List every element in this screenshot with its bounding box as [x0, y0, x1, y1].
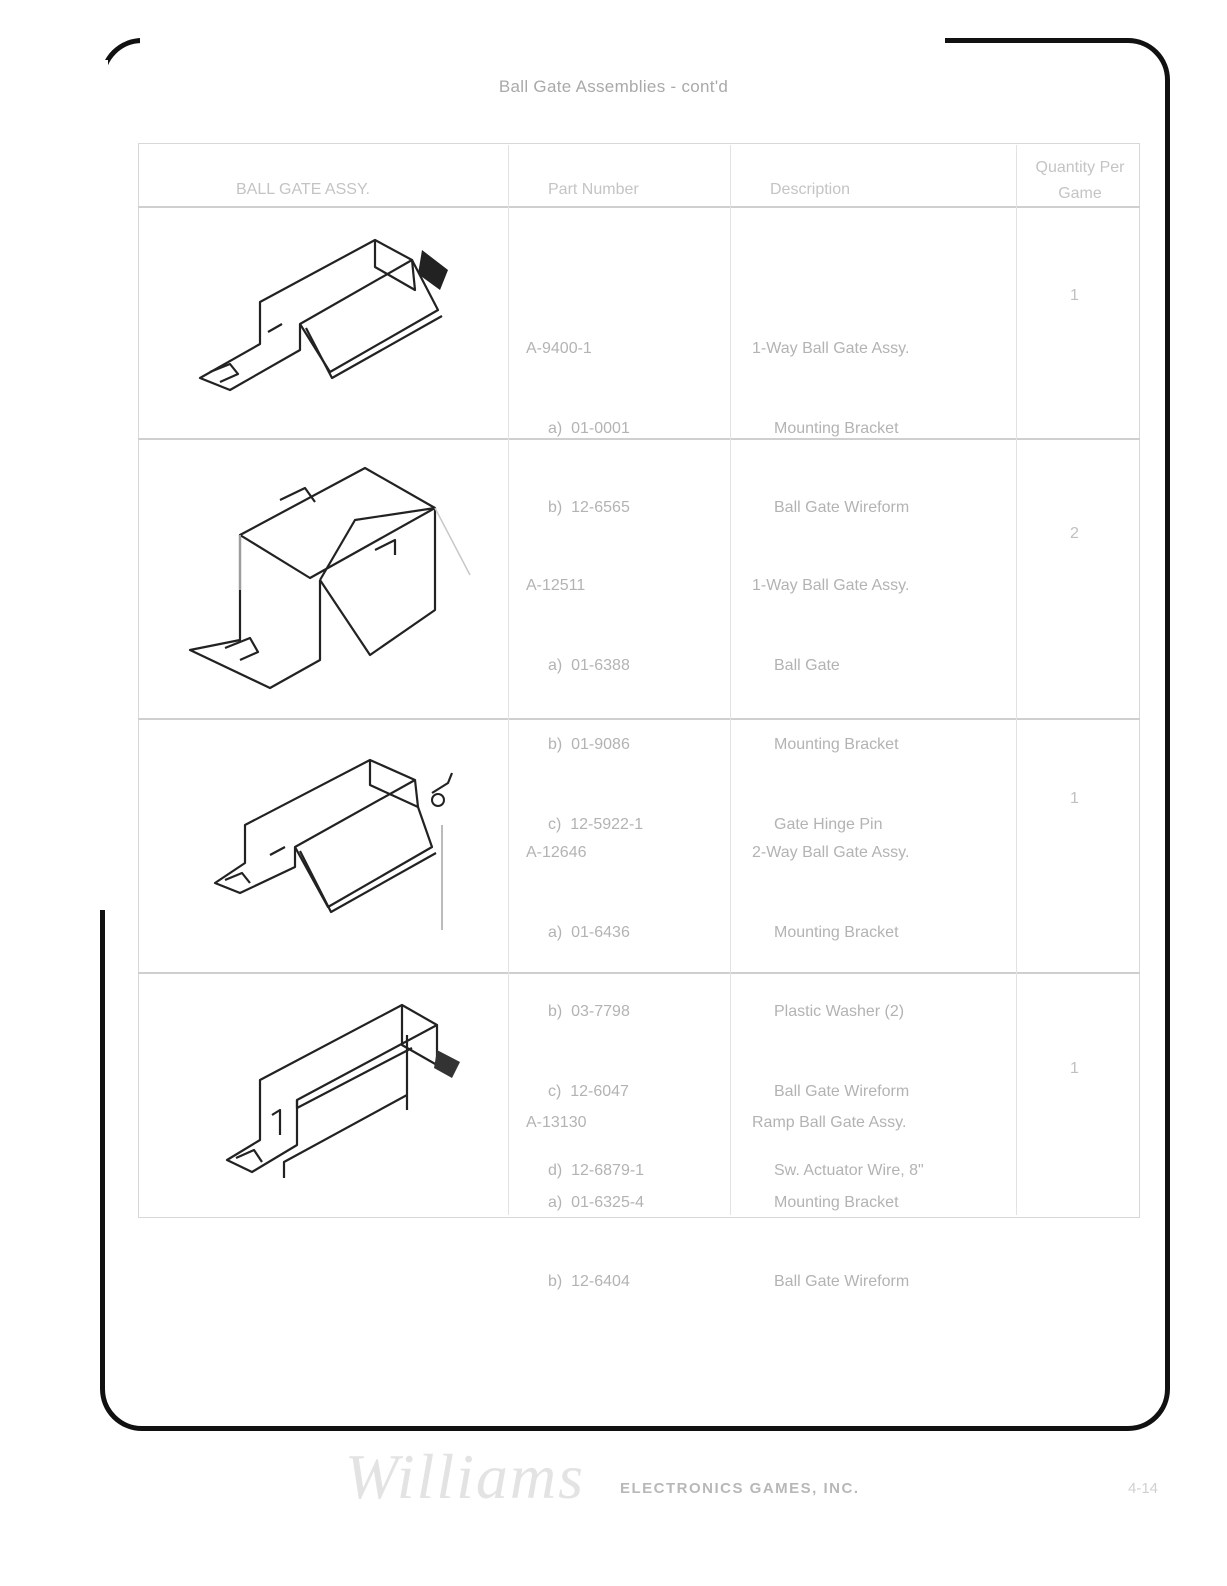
row-divider — [138, 438, 1140, 440]
header-assembly: BALL GATE ASSY. — [236, 181, 370, 198]
part-description: Mounting Bracket — [774, 1193, 899, 1211]
part-description: Mounting Bracket — [774, 923, 899, 941]
assembly-description: 1-Way Ball Gate Assy. — [752, 340, 910, 357]
part-numbers-cell — [526, 1057, 644, 1322]
part-number: a) 01-0001 — [548, 419, 630, 437]
hinged-gate-icon — [180, 460, 480, 695]
part-number: c) 12-6047 — [548, 1082, 629, 1100]
part-assembly-number: A-12646 — [526, 844, 587, 861]
part-number: a) 01-6436 — [548, 923, 630, 941]
switch-gate-icon — [210, 755, 460, 935]
assembly-description: 2-Way Ball Gate Assy. — [752, 844, 910, 861]
quantity-value: 1 — [1070, 1060, 1079, 1077]
part-description: Ball Gate Wireform — [774, 499, 910, 516]
part-description: Ball Gate Wireform — [774, 1273, 910, 1290]
description-cell — [752, 1057, 909, 1322]
williams-logo: Williams — [345, 1441, 586, 1512]
part-assembly-number: A-12511 — [526, 577, 586, 594]
quantity-value: 1 — [1070, 287, 1079, 304]
part-description: Ball Gate — [774, 656, 840, 674]
part-numbers-cell — [526, 283, 630, 548]
page-number: 4-14 — [1128, 1480, 1159, 1497]
header-part-number: Part Number — [548, 181, 639, 198]
column-divider — [508, 145, 509, 1215]
part-number: b) 12-6565 — [548, 499, 630, 516]
column-divider — [730, 145, 731, 1215]
part-assembly-number: A-9400-1 — [526, 340, 592, 357]
part-description: Ball Gate Wireform — [774, 1082, 910, 1100]
part-number: a) 01-6388 — [548, 656, 630, 674]
description-cell — [752, 283, 909, 548]
part-number: a) 01-6325-4 — [548, 1193, 645, 1211]
assembly-description: 1-Way Ball Gate Assy. — [752, 577, 910, 594]
part-description: Gate Hinge Pin — [774, 815, 883, 833]
header-divider — [138, 206, 1140, 208]
part-description: Sw. Actuator Wire, 8" — [774, 1162, 924, 1179]
part-description: Mounting Bracket — [774, 419, 899, 437]
part-number: b) 01-9086 — [548, 736, 630, 753]
assembly-description: Ramp Ball Gate Assy. — [752, 1114, 907, 1131]
page-title: Ball Gate Assemblies - cont'd — [498, 77, 729, 96]
column-divider — [1016, 145, 1017, 1215]
part-description: Mounting Bracket — [774, 736, 899, 753]
part-description: Plastic Washer (2) — [774, 1003, 905, 1020]
company-name: ELECTRONICS GAMES, INC. — [620, 1480, 860, 1497]
wireform-gate-icon — [190, 232, 455, 407]
quantity-value: 1 — [1070, 790, 1079, 807]
part-number: b) 12-6404 — [548, 1273, 630, 1290]
ramp-gate-icon — [222, 1000, 472, 1185]
border-gap-top — [140, 34, 945, 46]
quantity-value: 2 — [1070, 525, 1079, 542]
header-quantity: Quantity Per Game — [1035, 159, 1125, 202]
part-number: b) 03-7798 — [548, 1003, 630, 1020]
border-gap — [96, 60, 108, 910]
header-description: Description — [770, 181, 851, 198]
part-number: c) 12-5922-1 — [548, 815, 644, 833]
part-assembly-number: A-13130 — [526, 1114, 587, 1131]
part-number: d) 12-6879-1 — [548, 1162, 645, 1179]
